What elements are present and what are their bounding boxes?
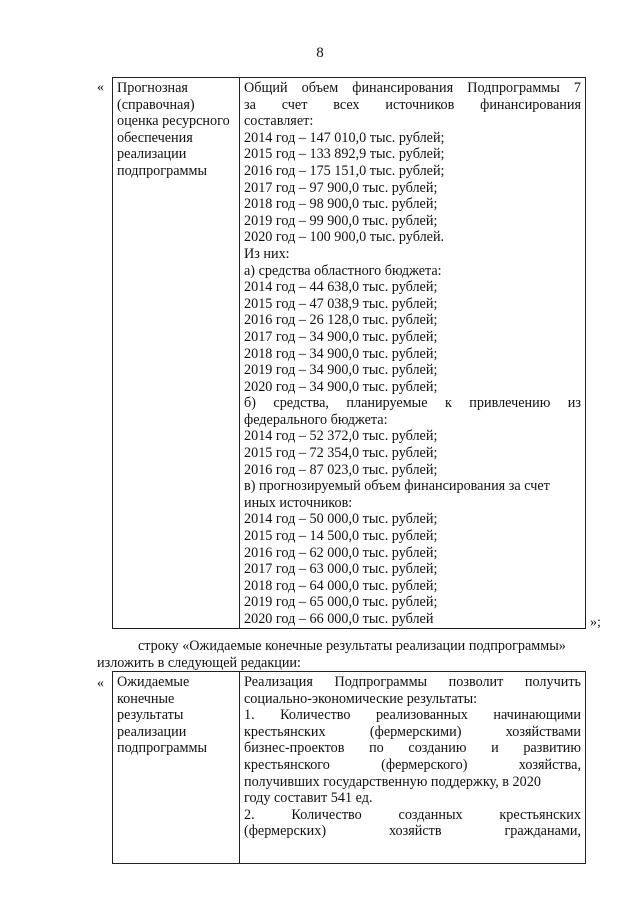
funding-line: 2017 год – 97 900,0 тыс. рублей; [244,179,438,196]
funding-line: 2019 год – 99 900,0 тыс. рублей; [244,212,438,229]
funding-line: 2019 год – 65 000,0 тыс. рублей; [244,594,438,611]
result-line: крестьянских (фермерскими) хозяйствами [244,723,581,740]
result-line: получивших государственную поддержку, в 2020 [244,773,541,790]
result-line: Реализация Подпрограммы позволит получить [244,674,581,690]
opening-quote: « [97,676,104,691]
funding-line: 2014 год – 52 372,0 тыс. рублей; [244,428,438,445]
funding-line: 2016 год – 26 128,0 тыс. рублей; [244,312,438,329]
result-line: 2. Количество созданных крестьянских [244,806,581,823]
expected-results-label: Ожидаемые конечные результаты реализации подпрограммы [113,672,240,864]
funding-line: 2020 год – 34 900,0 тыс. рублей; [244,378,438,395]
result-line: бизнес-проектов по созданию и развитию [244,740,581,757]
funding-line: Из них: [244,245,290,262]
expected-results-table [112,671,586,864]
funding-line: а) средства областного бюджета: [244,262,442,279]
funding-line: 2020 год – 100 900,0 тыс. рублей. [244,229,445,246]
funding-line: 2018 год – 64 000,0 тыс. рублей; [244,577,438,594]
other-funding-heading: в) прогнозируемый объем финансирования за счет [244,478,550,495]
result-line: социально-экономические результаты: [244,690,478,707]
instruction-line-1: строку «Ожидаемые конечные результаты реализации подпрограммы» [138,638,566,654]
opening-quote: « [97,80,104,95]
result-line: крестьянского (фермерского) хозяйства, [244,756,581,773]
funding-line: 2020 год – 66 000,0 тыс. рублей [244,611,434,627]
funding-line: 2015 год – 133 892,9 тыс. рублей; [244,146,445,163]
result-line: (фермерских) хозяйств гражданами, [244,823,581,840]
funding-line: 2015 год – 47 038,9 тыс. рублей; [244,295,438,312]
funding-line: 2018 год – 34 900,0 тыс. рублей; [244,345,438,362]
funding-line: 2014 год – 44 638,0 тыс. рублей; [244,279,438,296]
funding-line: 2016 год – 62 000,0 тыс. рублей; [244,544,438,561]
funding-line: 2014 год – 50 000,0 тыс. рублей; [244,511,438,528]
expected-results-content [240,672,586,864]
funding-line: составляет: [244,113,314,130]
total-funding-line: Общий объем финансирования Подпрограммы 7 [244,80,581,96]
instruction-line-2: изложить в следующей редакции: [97,655,301,671]
funding-line: федерального бюджета: [244,411,388,428]
result-line: году составит 541 ед. [244,790,373,807]
result-line: 1. Количество реализованных начинающими [244,707,581,724]
federal-funding-heading: б) средства, планируемые к привлечению из [244,395,581,412]
funding-line: 2017 год – 63 000,0 тыс. рублей; [244,561,438,578]
funding-line: 2019 год – 34 900,0 тыс. рублей; [244,362,438,379]
funding-line: 2016 год – 175 151,0 тыс. рублей; [244,162,445,179]
funding-line: 2017 год – 34 900,0 тыс. рублей; [244,328,438,345]
resource-estimate-table [112,77,586,629]
funding-line: 2014 год – 147 010,0 тыс. рублей; [244,129,445,146]
resource-estimate-content [240,78,586,629]
funding-line: 2015 год – 72 354,0 тыс. рублей; [244,445,438,462]
funding-line: иных источников: [244,494,353,511]
page-number: 8 [316,45,324,61]
funding-line: 2015 год – 14 500,0 тыс. рублей; [244,528,438,545]
total-funding-line: за счет всех источников финансирования [244,96,581,113]
funding-line: 2016 год – 87 023,0 тыс. рублей; [244,461,438,478]
resource-estimate-label: Прогнозная (справочная) оценка ресурсного обеспечения реализации подпрограммы [113,78,240,629]
closing-quote: »; [590,615,601,630]
funding-line: 2018 год – 98 900,0 тыс. рублей; [244,196,438,213]
